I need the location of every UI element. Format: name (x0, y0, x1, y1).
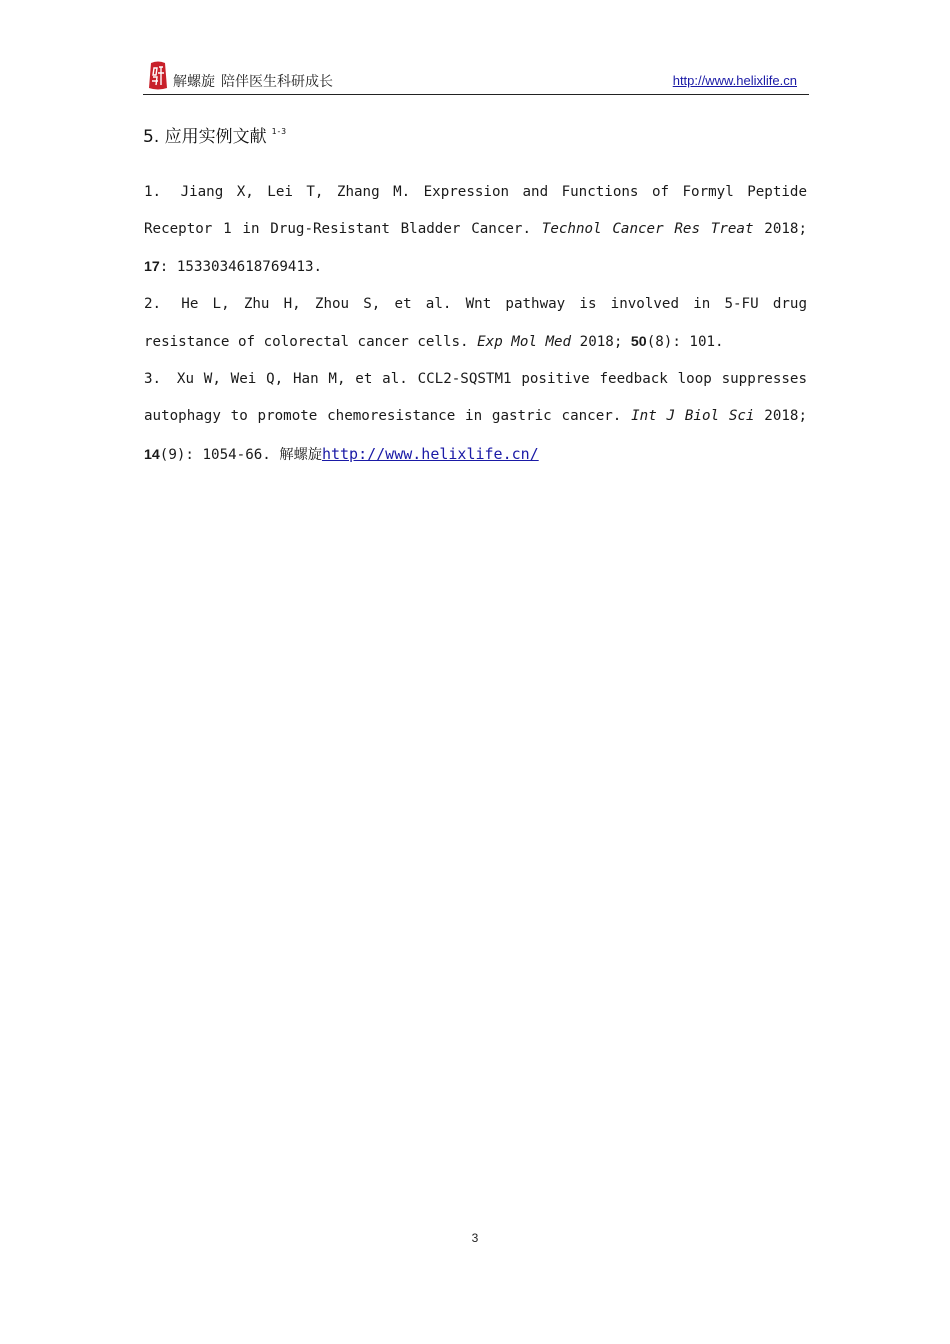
reference-authors-title: Xu W, Wei Q, Han M, et al. CCL2-SQSTM1 positive feedback loop suppresses autophagy to promote chemoresistance in gastric cancer. (144, 371, 808, 425)
reference-authors-title: He L, Zhu H, Zhou S, et al. Wnt pathway is involved in 5-FU drug resistance of colorectal cancer cells. (144, 296, 807, 350)
reference-number: 1. (144, 184, 162, 200)
section-title-text: 5. 应用实例文献 (143, 127, 267, 147)
section-title (143, 122, 286, 147)
page-header (143, 58, 809, 95)
reference-item-2 (144, 286, 807, 361)
brand-text (173, 71, 333, 91)
reference-volume: 50 (630, 333, 647, 350)
citation-superscript: 1-3 (271, 127, 287, 136)
helixlife-link[interactable]: http://www.helixlife.cn/ (321, 444, 539, 463)
page-number: 3 (471, 1231, 479, 1245)
reference-details: (8): 101. (646, 333, 724, 350)
reference-details: : 1533034618769413. (159, 258, 323, 275)
reference-trailing-text: 解螺旋 (279, 446, 322, 463)
reference-journal: Exp Mol Med (477, 333, 572, 350)
reference-volume: 17 (144, 258, 160, 275)
reference-details: (9): 1054-66. (159, 446, 271, 463)
reference-item-3 (144, 361, 807, 474)
header-website-link[interactable]: http://www.helixlife.cn (672, 73, 797, 88)
reference-authors-title: Jiang X, Lei T, Zhang M. Expression and Functions of Formyl Peptide Receptor 1 in Drug-Resistant Bladder Cancer. (144, 184, 807, 238)
reference-journal: Int J Biol Sci (631, 408, 755, 425)
reference-year: 2018; (579, 333, 623, 350)
reference-number: 2. (144, 296, 162, 313)
reference-year: 2018; (764, 408, 807, 425)
brand-slogan: 陪伴医生科研成长 (221, 74, 333, 90)
brand-name: 解螺旋 (173, 74, 215, 90)
reference-volume: 14 (144, 446, 160, 463)
helix-seal-logo-icon (147, 61, 169, 91)
reference-list (144, 174, 807, 474)
reference-number: 3. (144, 371, 162, 388)
reference-item-1 (144, 174, 807, 286)
reference-journal: Technol Cancer Res Treat (541, 221, 754, 238)
reference-year: 2018; (764, 221, 807, 238)
